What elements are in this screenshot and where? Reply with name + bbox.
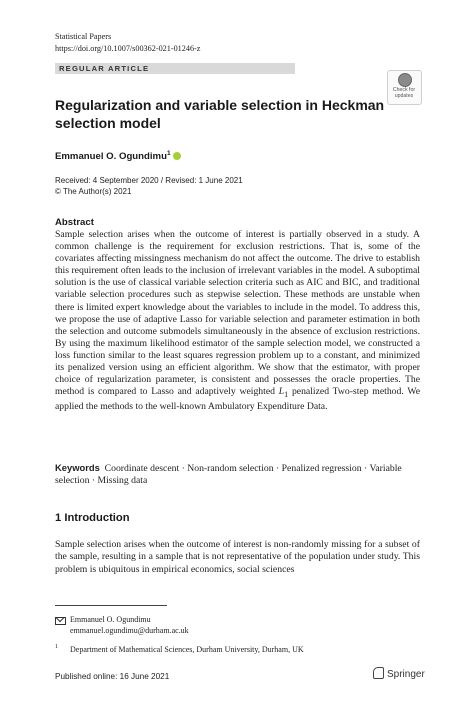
footnote-author-email[interactable]: emmanuel.ogundimu@durham.ac.uk <box>70 626 189 635</box>
published-date: Published online: 16 June 2021 <box>55 672 170 681</box>
publisher-name: Springer <box>387 669 425 680</box>
check-updates-icon <box>398 73 412 87</box>
check-updates-text <box>388 87 420 99</box>
email-icon <box>55 617 66 625</box>
abstract-text-end: penalized Two-step method. We applied the methods to the well-known Ambulatory Expenditure Data. <box>55 386 421 413</box>
keywords-label: Keywords <box>55 462 100 473</box>
math-symbol: L <box>278 386 285 398</box>
received-revised-dates: Received: 4 September 2020 / Revised: 1 June 2021 <box>55 176 243 185</box>
check-updates-line1: Check for <box>392 87 416 93</box>
article-type-label: REGULAR ARTICLE <box>59 64 150 73</box>
math-subscript: 1 <box>284 390 289 400</box>
doi-link[interactable]: https://doi.org/10.1007/s00362-021-01246-z <box>55 43 201 53</box>
article-title: Regularization and variable selection in Heckman selection model <box>55 97 385 131</box>
publisher-logo <box>373 668 425 681</box>
abstract-text: Sample selection arises when the outcome of interest is partially observed in a study. A common challenge is the requirement for exclusion restrictions. That is, some of the covariates affecting missingness mechanism do not affect the outcome. The drive to establish this requirement often leads to the inclusion of irrelevant variables in the model. A suboptimal solution is the use of classical variable selection criteria such as AIC and BIC, and traditional variable selection procedures such as stepwise selection. These methods are unstable when there is limited expert knowledge about the variables to include in the model. To address this, we propose the use of adaptive Lasso for variable selection and parameter estimation in both the selection and outcome submodels simultaneously in the absence of exclusion restrictions. By using the maximum likelihood estimator of the sample selection model, we constructed a loss function similar to the least squares regression problem up to a constant, and minimized its penalized version using an efficient algorithm. We show that the estimator, with proper choice of regularization parameter, is consistent and possesses the oracle properties. The method is compared to Lasso and adaptively weighted <box>55 229 420 398</box>
dates-block <box>55 175 243 197</box>
keywords-block <box>55 462 420 487</box>
check-updates-line2: updates <box>394 93 414 99</box>
introduction-text: Sample selection arises when the outcome of interest is non-randomly missing for a subset of the sample, resulting in a sample that is not representative of the population under study. This problem is ubiquitous in empirical economics, social sciences <box>55 539 420 575</box>
abstract-heading: Abstract <box>55 217 94 228</box>
footnote-divider <box>55 605 167 606</box>
affiliation-number: 1 <box>55 644 58 650</box>
keywords-text: Coordinate descent · Non-random selection · Penalized regression · Variable selection · Missing data <box>55 463 402 487</box>
author-name: Emmanuel O. Ogundimu <box>55 151 167 163</box>
springer-horse-icon <box>373 667 384 679</box>
affiliation-text: Department of Mathematical Sciences, Durham University, Durham, UK <box>70 645 304 654</box>
journal-name: Statistical Papers <box>55 32 112 41</box>
footnote-author-name: Emmanuel O. Ogundimu <box>70 615 151 624</box>
corresponding-author <box>70 614 189 636</box>
orcid-icon[interactable] <box>173 152 181 160</box>
journal-header <box>55 31 200 54</box>
section-heading: 1 Introduction <box>55 512 130 524</box>
author-affil-marker: 1 <box>166 150 171 157</box>
abstract-body <box>55 229 420 413</box>
author-line <box>55 147 181 163</box>
copyright-line: © The Author(s) 2021 <box>55 187 132 196</box>
